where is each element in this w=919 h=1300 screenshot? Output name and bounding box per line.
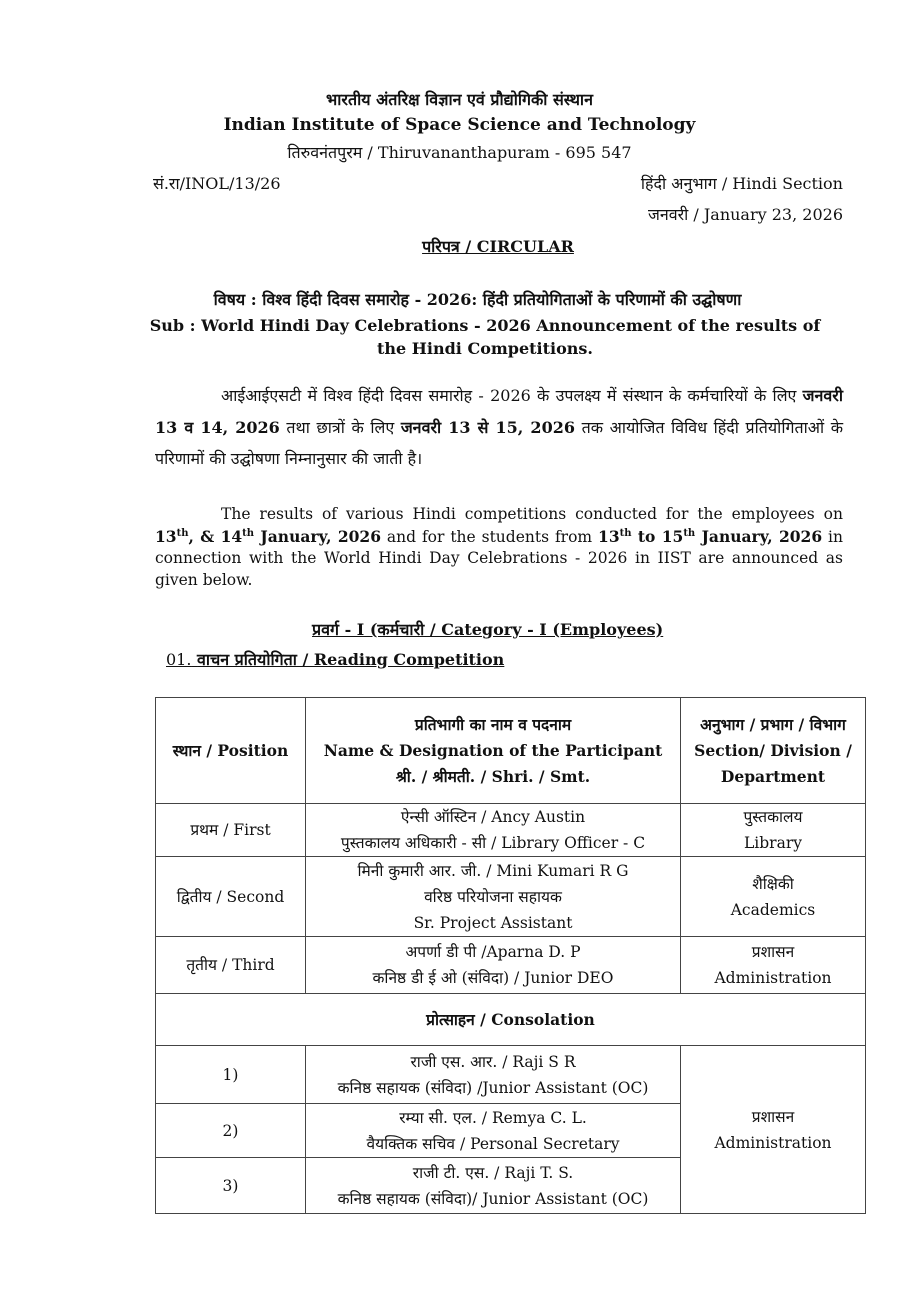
table-row	[156, 1046, 866, 1104]
header-position: स्थान / Position	[156, 698, 306, 804]
participant-name: ऐन्सी ऑस्टिन / Ancy Austin	[400, 808, 586, 826]
table-header-row	[156, 698, 866, 804]
para-en-text-2: and for the students from	[381, 527, 599, 546]
row-department	[681, 857, 866, 937]
para-en-bold-6: January, 2026	[695, 526, 823, 546]
participant-designation: कनिष्ठ सहायक (संविदा) /Junior Assistant (OC)	[337, 1078, 649, 1097]
institute-name-hindi: भारतीय अंतरिक्ष विज्ञान एवं प्रौद्योगिकी संस्थान	[326, 90, 593, 109]
circular-title: परिपत्र / CIRCULAR	[422, 237, 574, 256]
row-department	[681, 804, 866, 857]
para-en-bold-2: , & 14	[188, 526, 243, 546]
body-paragraph-hindi	[155, 380, 843, 475]
para-en-sup-3: th	[619, 527, 632, 539]
consolation-department	[681, 1046, 866, 1214]
para-hi-text-1: आईआईएसटी में विश्व हिंदी दिवस समारोह - 2026 के उपलक्ष्य में संस्थान के कर्मचारियों के लिए	[221, 386, 803, 405]
table-row	[156, 804, 866, 857]
participant-designation-english: Sr. Project Assistant	[413, 913, 573, 932]
competition-name: वाचन प्रतियोगिता / Reading Competition	[197, 650, 505, 669]
participant-name: राजी टी. एस. / Raji T. S.	[412, 1163, 574, 1182]
row-position: तृतीय / Third	[156, 937, 306, 994]
row-participant	[306, 1046, 681, 1104]
issuing-section: हिंदी अनुभाग / Hindi Section	[640, 174, 843, 193]
participant-name: मिनी कुमारी आर. जी. / Mini Kumari R G	[357, 861, 629, 880]
participant-designation: वैयक्तिक सचिव / Personal Secretary	[366, 1134, 620, 1153]
department-english: Administration	[714, 1133, 832, 1152]
institute-location: तिरुवनंतपुरम / Thiruvananthapuram - 695 547	[287, 143, 632, 162]
department-english: Library	[744, 834, 802, 852]
row-participant	[306, 804, 681, 857]
subject-english: Sub : World Hindi Day Celebrations - 2026 Announcement of the results of the Hindi Competitions.	[149, 316, 821, 358]
department-hindi: प्रशासन	[751, 1107, 795, 1126]
competition-number: 01.	[166, 650, 192, 669]
row-department	[681, 937, 866, 994]
para-en-text-1: The results of various Hindi competitions conducted for the employees on	[221, 505, 843, 523]
para-en-bold-1: 13	[155, 526, 177, 546]
row-position: 2)	[156, 1104, 306, 1158]
subject-hindi: विषय : विश्व हिंदी दिवस समारोह - 2026: हिंदी प्रतियोगिताओं के परिणामों की उद्घोषणा	[213, 290, 742, 309]
row-participant	[306, 1104, 681, 1158]
participant-designation: कनिष्ठ डी ई ओ (संविदा) / Junior DEO	[372, 969, 614, 987]
circular-date: जनवरी / January 23, 2026	[647, 205, 843, 224]
header-participant	[306, 698, 681, 804]
header-name-hindi: प्रतिभागी का नाम व पदनाम	[414, 714, 572, 734]
para-en-text-3: in connection with the World Hindi Day Celebrations - 2026 in IIST are announced as given below.	[155, 527, 843, 589]
consolation-label: प्रोत्साहन / Consolation	[156, 994, 866, 1046]
results-table	[155, 697, 866, 1214]
para-en-bold-4: 13	[598, 526, 620, 546]
header-name-english: Name & Designation of the Participant	[323, 740, 663, 760]
table-row	[156, 937, 866, 994]
participant-name: राजी एस. आर. / Raji S R	[410, 1052, 576, 1071]
para-en-bold-3: January, 2026	[254, 526, 381, 546]
competition-title	[166, 648, 504, 670]
department-english: Academics	[730, 900, 816, 919]
row-position: प्रथम / First	[156, 804, 306, 857]
header-name-title: श्री. / श्रीमती. / Shri. / Smt.	[395, 766, 591, 786]
category-title: प्रवर्ग - I (कर्मचारी / Category - I (Employees)	[312, 620, 664, 639]
para-hi-employee-dates: जनवरी 13 व 14, 2026	[155, 386, 843, 437]
para-en-sup-2: th	[242, 527, 255, 539]
institute-name-english: Indian Institute of Space Science and Technology	[223, 115, 696, 135]
row-position: 1)	[156, 1046, 306, 1104]
reference-number: सं.रा/INOL/13/26	[153, 174, 281, 193]
participant-name: अपर्णा डी पी /Aparna D. P	[405, 943, 581, 961]
para-en-sup-1: th	[176, 527, 189, 539]
department-hindi: शैक्षिकी	[752, 874, 794, 893]
para-hi-text-3: तक आयोजित विविध हिंदी प्रतियोगिताओं के परिणामों की उद्घोषणा निम्नानुसार की जाती है।	[155, 417, 843, 468]
row-participant	[306, 1158, 681, 1214]
department-english: Administration	[714, 969, 832, 987]
participant-designation: वरिष्ठ परियोजना सहायक	[424, 887, 562, 906]
department-hindi: प्रशासन	[751, 943, 795, 961]
participant-designation: पुस्तकालय अधिकारी - सी / Library Officer - C	[340, 834, 646, 852]
header-department	[681, 698, 866, 804]
table-row	[156, 857, 866, 937]
para-hi-student-dates: जनवरी 13 से 15, 2026	[400, 417, 575, 437]
body-paragraph-english	[155, 504, 843, 591]
row-position: 3)	[156, 1158, 306, 1214]
para-hi-text-2: तथा छात्रों के लिए	[279, 417, 401, 437]
row-participant	[306, 857, 681, 937]
header-dept-english: Section/ Division / Department	[694, 740, 852, 786]
participant-name: रम्या सी. एल. / Remya C. L.	[399, 1108, 587, 1127]
header-dept-hindi: अनुभाग / प्रभाग / विभाग	[700, 714, 846, 734]
para-en-bold-5: to 15	[631, 526, 684, 546]
participant-designation: कनिष्ठ सहायक (संविदा)/ Junior Assistant (OC)	[337, 1189, 649, 1208]
row-position: द्वितीय / Second	[156, 857, 306, 937]
para-en-sup-4: th	[683, 527, 696, 539]
row-participant	[306, 937, 681, 994]
consolation-header-row	[156, 994, 866, 1046]
department-hindi: पुस्तकालय	[743, 808, 803, 826]
